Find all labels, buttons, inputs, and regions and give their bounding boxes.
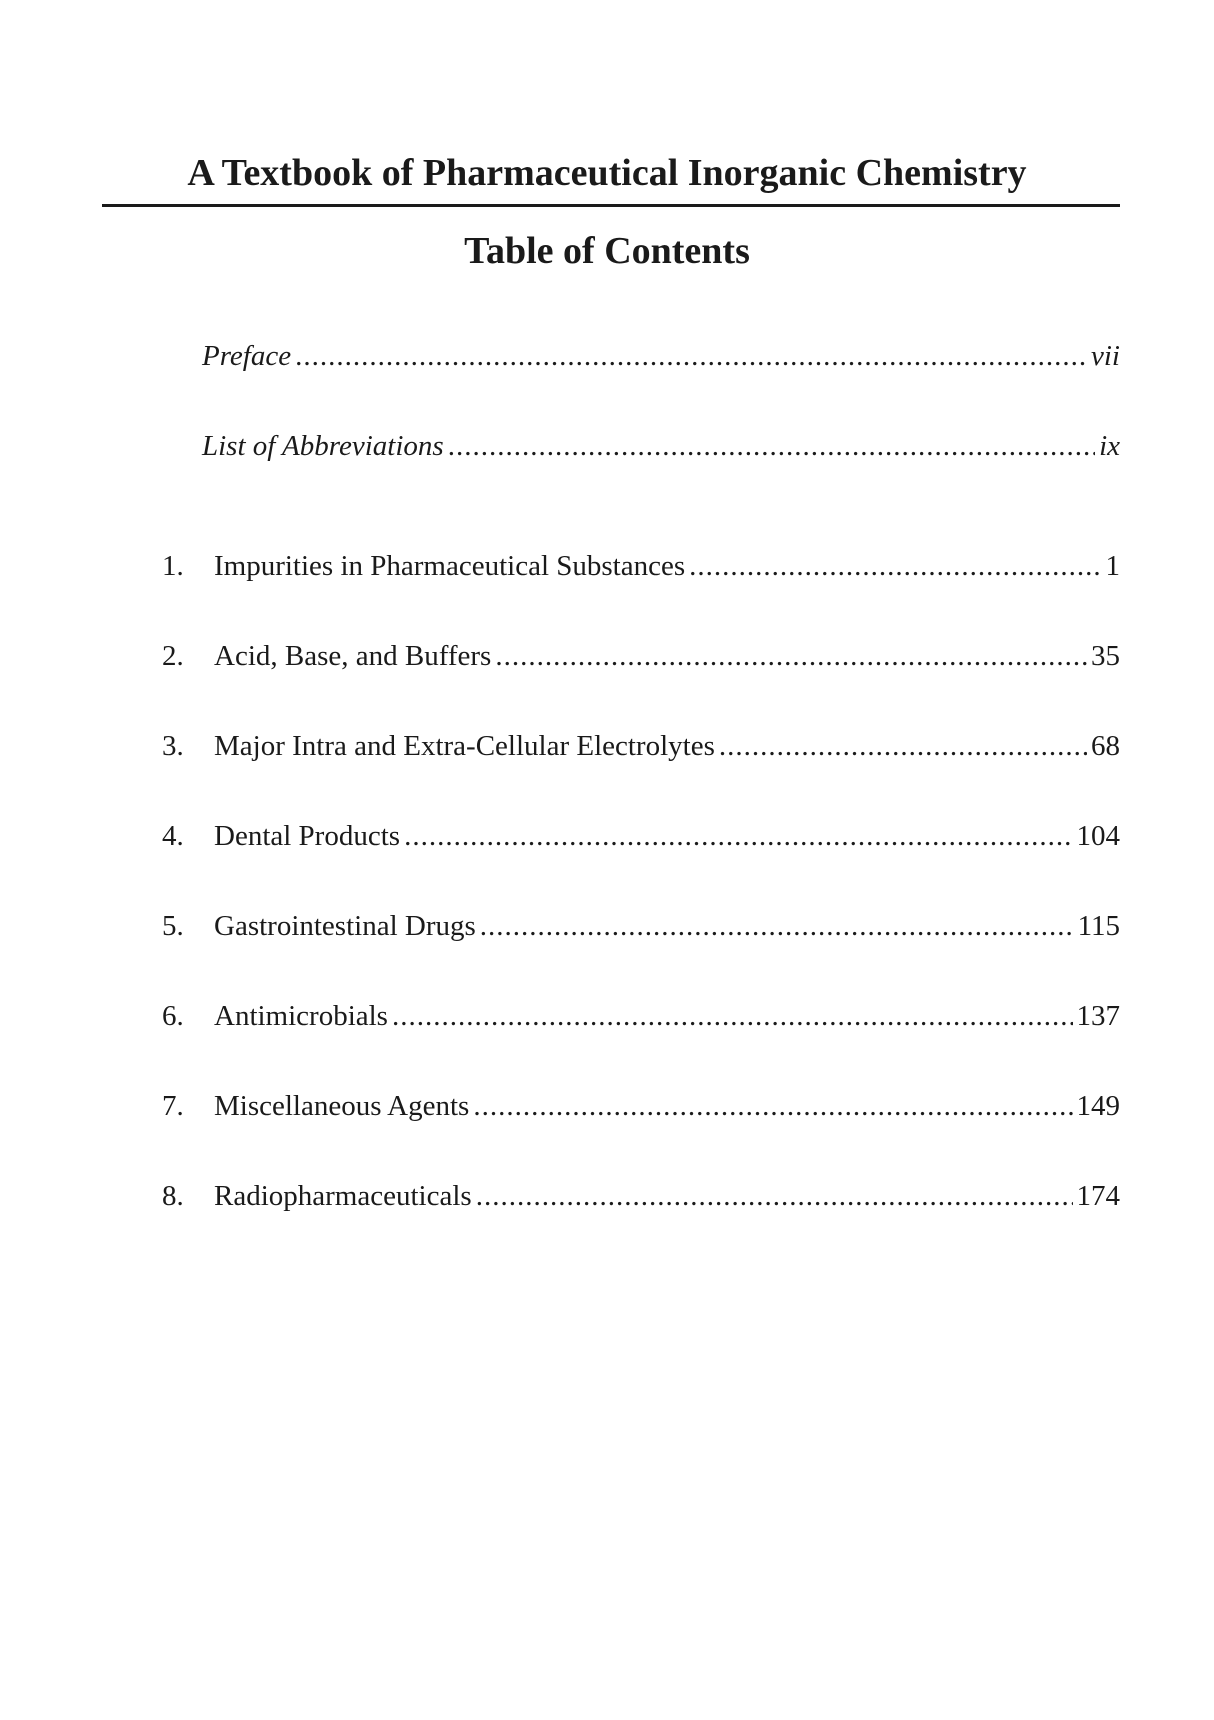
toc-entry-preface[interactable] — [202, 336, 1120, 426]
chapter-title: Gastrointestinal Drugs — [214, 910, 476, 942]
chapter-page: 115 — [1077, 910, 1120, 942]
toc-heading: Table of Contents — [464, 230, 750, 272]
toc-entry-page: vii — [1091, 340, 1120, 372]
chapter-number: 5. — [162, 910, 184, 942]
dot-leader — [689, 546, 1101, 586]
toc-entry-chapter-6[interactable] — [162, 996, 1120, 1086]
chapter-title: Radiopharmaceuticals — [214, 1180, 472, 1212]
toc-entry-page: ix — [1099, 430, 1120, 462]
dot-leader — [295, 336, 1087, 376]
dot-leader — [404, 816, 1072, 856]
chapter-number: 8. — [162, 1180, 184, 1212]
chapter-number: 3. — [162, 730, 184, 762]
chapter-title: Dental Products — [214, 820, 401, 852]
chapter-title: Major Intra and Extra-Cellular Electrolytes — [214, 730, 715, 762]
dot-leader — [719, 726, 1087, 766]
chapter-page: 174 — [1076, 1180, 1120, 1212]
chapter-page: 104 — [1076, 820, 1120, 852]
toc-entry-chapter-3[interactable] — [162, 726, 1120, 816]
toc-entry-chapter-2[interactable] — [162, 636, 1120, 726]
chapter-list — [162, 546, 1120, 1266]
dot-leader — [480, 906, 1074, 946]
front-matter-list — [202, 336, 1120, 516]
chapter-number: 4. — [162, 820, 184, 852]
chapter-title: Antimicrobials — [214, 1000, 388, 1032]
dot-leader — [476, 1176, 1073, 1216]
dot-leader — [495, 636, 1087, 676]
chapter-page: 35 — [1091, 640, 1120, 672]
toc-entry-chapter-4[interactable] — [162, 816, 1120, 906]
chapter-title: Impurities in Pharmaceutical Substances — [214, 550, 686, 582]
chapter-number: 1. — [162, 550, 184, 582]
dot-leader — [392, 996, 1073, 1036]
chapter-number: 7. — [162, 1090, 184, 1122]
toc-entry-chapter-5[interactable] — [162, 906, 1120, 996]
chapter-number: 6. — [162, 1000, 184, 1032]
toc-entry-chapter-1[interactable] — [162, 546, 1120, 636]
dot-leader — [473, 1086, 1072, 1126]
chapter-page: 137 — [1076, 1000, 1120, 1032]
chapter-page: 149 — [1076, 1090, 1120, 1122]
title-underline — [102, 204, 1120, 207]
chapter-title: Acid, Base, and Buffers — [214, 640, 492, 672]
toc-entry-abbreviations[interactable] — [202, 426, 1120, 516]
book-title: A Textbook of Pharmaceutical Inorganic Chemistry — [187, 152, 1027, 194]
chapter-page: 1 — [1105, 550, 1120, 582]
chapter-page: 68 — [1091, 730, 1120, 762]
chapter-title: Miscellaneous Agents — [214, 1090, 470, 1122]
dot-leader — [448, 426, 1095, 466]
toc-entry-title: Preface — [202, 340, 292, 372]
toc-entry-chapter-8[interactable] — [162, 1176, 1120, 1266]
toc-entry-chapter-7[interactable] — [162, 1086, 1120, 1176]
toc-entry-title: List of Abbreviations — [202, 430, 444, 462]
chapter-number: 2. — [162, 640, 184, 672]
